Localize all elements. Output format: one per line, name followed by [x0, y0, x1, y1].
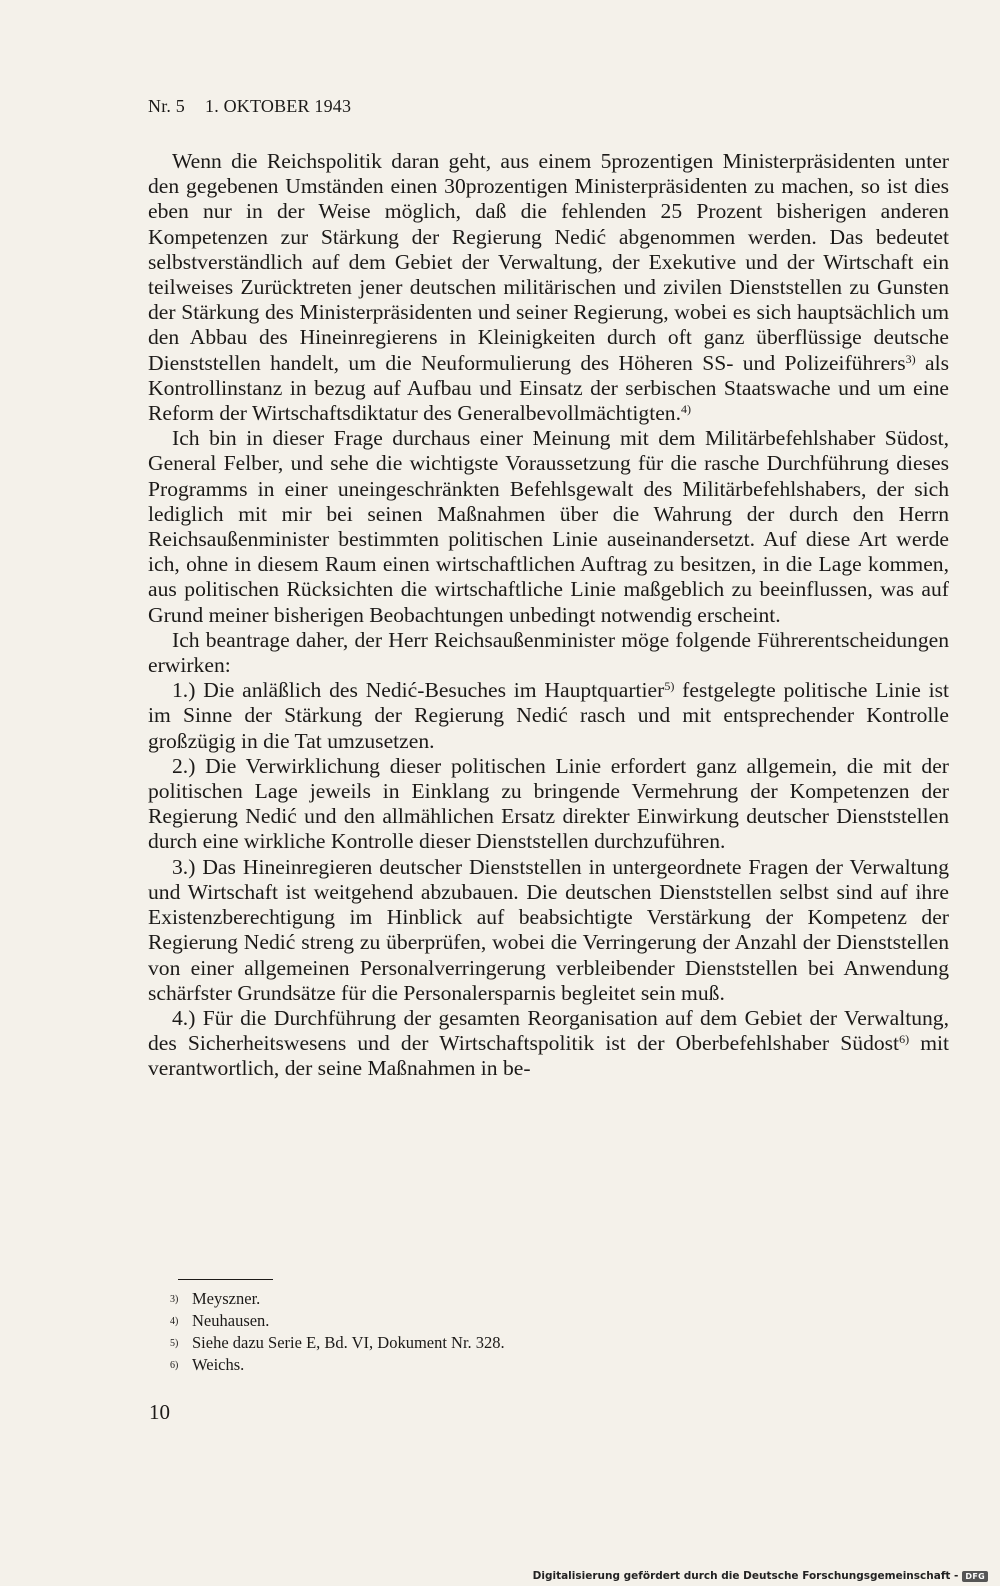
page-number: 10	[149, 1400, 170, 1424]
paragraph-2: Ich bin in dieser Frage durchaus einer Meinung mit dem Militärbefehlshaber Südost, General Felber, und sehe die wichtigste Voraussetzung für die rasche Durchführung dieses Programms in einer uneingeschränkten Befehlsgewalt des Militärbefehlshabers, der sich lediglich mit mir bei seinen Maßnahmen über die Wahrung der durch den Herrn Reichsaußenminister bestimmten politischen Linie auseinandersetzt. Auf diese Art werde ich, ohne in diesem Raum einen wirtschaftlichen Auftrag zu besitzen, in die Lage kommen, aus politischen Rücksichten die wirtschaftliche Linie maßgeblich zu beeinflussen, was auf Grund meiner bisherigen Beobachtungen unbedingt notwendig erscheint.	[148, 426, 949, 627]
footnote: 5) Siehe dazu Serie E, Bd. VI, Dokument Nr. 328.	[170, 1333, 505, 1352]
dfg-logo-icon: DFG	[962, 1571, 988, 1582]
issue-number: Nr. 5	[148, 96, 185, 116]
list-item-2: 2.) Die Verwirklichung dieser politischen Linie erfordert ganz allgemein, die mit der politischen Lage jeweils in Einklang zu bringende Vermehrung der Kompetenzen der Regierung Nedić und den allmählichen Ersatz direkter Einwirkung deutscher Dienststellen durch eine wirkliche Kontrolle dieser Dienststellen durchzuführen.	[148, 753, 949, 854]
paragraph-1: Wenn die Reichspolitik daran geht, aus einem 5prozentigen Ministerpräsidenten unter den gegebenen Umständen einen 30prozentigen Ministerpräsidenten zu machen, so ist dies eben nur in der Weise möglich, daß die fehlenden 25 Prozent bisherigen anderen Kompetenzen zur Stärkung der Regierung Nedić abgenommen werden. Das bedeutet selbstverständlich auf dem Gebiet der Verwaltung, der Exekutive und der Wirtschaft ein teilweises Zurücktreten jener deutschen militärischen und zivilen Dienststellen zu Gunsten der Stärkung des Ministerpräsidenten und seiner Regierung, wobei es sich hauptsächlich um den Abbau des Hineinregierens in Kleinigkeiten durch oft ganz überflüssige deutsche Dienststellen handelt, um die Neuformulierung des Höheren SS- und Polizeiführers$^{3)}$ als Kontrollinstanz in bezug auf Aufbau und Einsatz der serbischen Staatswache und um eine Reform der Wirtschaftsdiktatur des Generalbevollmächtigten.$^{4)}$	[148, 149, 949, 426]
credit-text: Digitalisierung gefördert durch die Deutsche Forschungsgemeinschaft -	[532, 1570, 959, 1582]
body-text	[148, 149, 949, 1082]
list-item-4: 4.) Für die Durchführung der gesamten Reorganisation auf dem Gebiet der Verwaltung, des Sicherheitswesens und der Wirtschaftspolitik ist der Oberbefehlshaber Südost$^{6)}$ mit verantwortlich, der seine Maßnahmen in be-	[148, 1005, 949, 1081]
footnote-divider	[178, 1279, 273, 1280]
digitization-credit	[533, 1570, 988, 1582]
footnotes	[170, 1288, 505, 1376]
footnote-ref: 6)	[899, 1032, 910, 1047]
issue-date: 1. OKTOBER 1943	[205, 96, 352, 116]
paragraph-3: Ich beantrage daher, der Herr Reichsaußenminister möge folgende Führerentscheidungen erwirken:	[148, 627, 949, 678]
list-item-3: 3.) Das Hineinregieren deutscher Dienststellen in untergeordnete Fragen der Verwaltung und Wirtschaft ist weitgehend abzubauen. Die deutschen Dienststellen selbst sind auf ihre Existenzberechtigung im Hinblick auf beabsichtigte Verstärkung der Kompetenz der Regierung Nedić streng zu überprüfen, wobei die Verringerung der Anzahl der Dienststellen von einer allgemeinen Personalverringerung verbleibender Dienststellen bei Anwendung schärfster Grundsätze für die Personalersparnis begleitet sein muß.	[148, 854, 949, 1005]
running-header	[148, 96, 351, 117]
footnote: 6) Weichs.	[170, 1355, 245, 1374]
footnote-ref: 5)	[664, 679, 675, 694]
footnote-ref: 3)	[905, 351, 916, 366]
footnote-ref: 4)	[681, 402, 692, 417]
footnote: 3) Meyszner.	[170, 1289, 261, 1308]
footnote: 4) Neuhausen.	[170, 1311, 270, 1330]
list-item-1: 1.) Die anläßlich des Nedić-Besuches im Hauptquartier$^{5)}$ festgelegte politische Linie ist im Sinne der Stärkung der Regierung Nedić rasch und mit entsprechender Kontrolle großzügig in die Tat umzusetzen.	[148, 678, 950, 753]
